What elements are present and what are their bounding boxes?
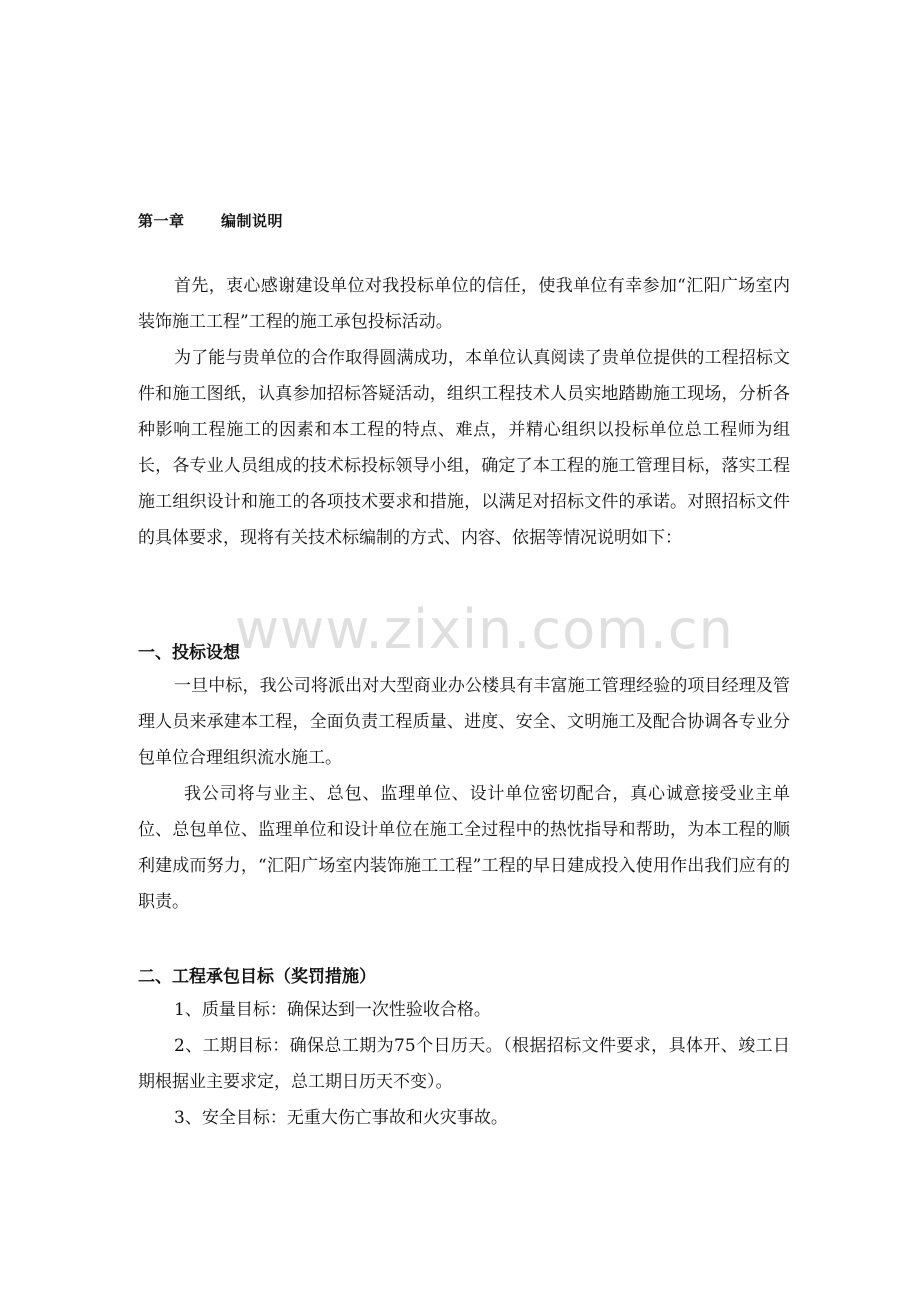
target-item-schedule: 2、工期目标：确保总工期为75个日历天。（根据招标文件要求，具体开、竣工日期根据业主要求定，总工期日历天不变）。 xyxy=(138,1036,790,1092)
bid-concept-paragraph-1: 一旦中标，我公司将派出对大型商业办公楼具有丰富施工管理经验的项目经理及管理人员来承建本工程，全面负责工程质量、进度、安全、文明施工及配合协调各专业分包单位合理组织流水施工。 xyxy=(138,676,790,768)
intro-paragraph-2: 为了能与贵单位的合作取得圆满成功，本单位认真阅读了贵单位提供的工程招标文件和施工图纸，认真参加招标答疑活动，组织工程技术人员实地踏勘施工现场，分析各种影响工程施工的因素和本工程的特点、难点，并精心组织以投标单位总工程师为组长，各专业人员组成的技术标投标领导小组，确定了本工程的施工管理目标，落实工程施工组织设计和施工的各项技术要求和措施，以满足对招标文件的承诺。对照招标文件的具体要求，现将有关技术标编制的方式、内容、依据等情况说明如下： xyxy=(138,348,790,548)
section-heading-bid-concept: 一、投标设想 xyxy=(138,643,240,663)
chapter-title: 编制说明 xyxy=(221,212,284,230)
section-heading-contract-targets: 二、工程承包目标（奖罚措施） xyxy=(138,967,376,987)
target-item-safety: 3、安全目标：无重大伤亡事故和火灾事故。 xyxy=(174,1108,508,1128)
chapter-number: 第一章 xyxy=(138,212,185,230)
intro-paragraph-1: 首先，衷心感谢建设单位对我投标单位的信任，使我单位有幸参加“汇阳广场室内装饰施工工程”工程的施工承包投标活动。 xyxy=(138,276,790,332)
target-item-quality: 1、质量目标：确保达到一次性验收合格。 xyxy=(174,1000,491,1020)
bid-concept-paragraph-2: 我公司将与业主、总包、监理单位、设计单位密切配合，真心诚意接受业主单位、总包单位、监理单位和设计单位在施工全过程中的热忱指导和帮助，为本工程的顺利建成而努力，“汇阳广场室内装饰施工工程”工程的早日建成投入使用作出我们应有的职责。 xyxy=(138,784,790,912)
watermark-text: www.zixin.com.cn xyxy=(235,598,734,661)
chapter-heading xyxy=(138,210,283,231)
